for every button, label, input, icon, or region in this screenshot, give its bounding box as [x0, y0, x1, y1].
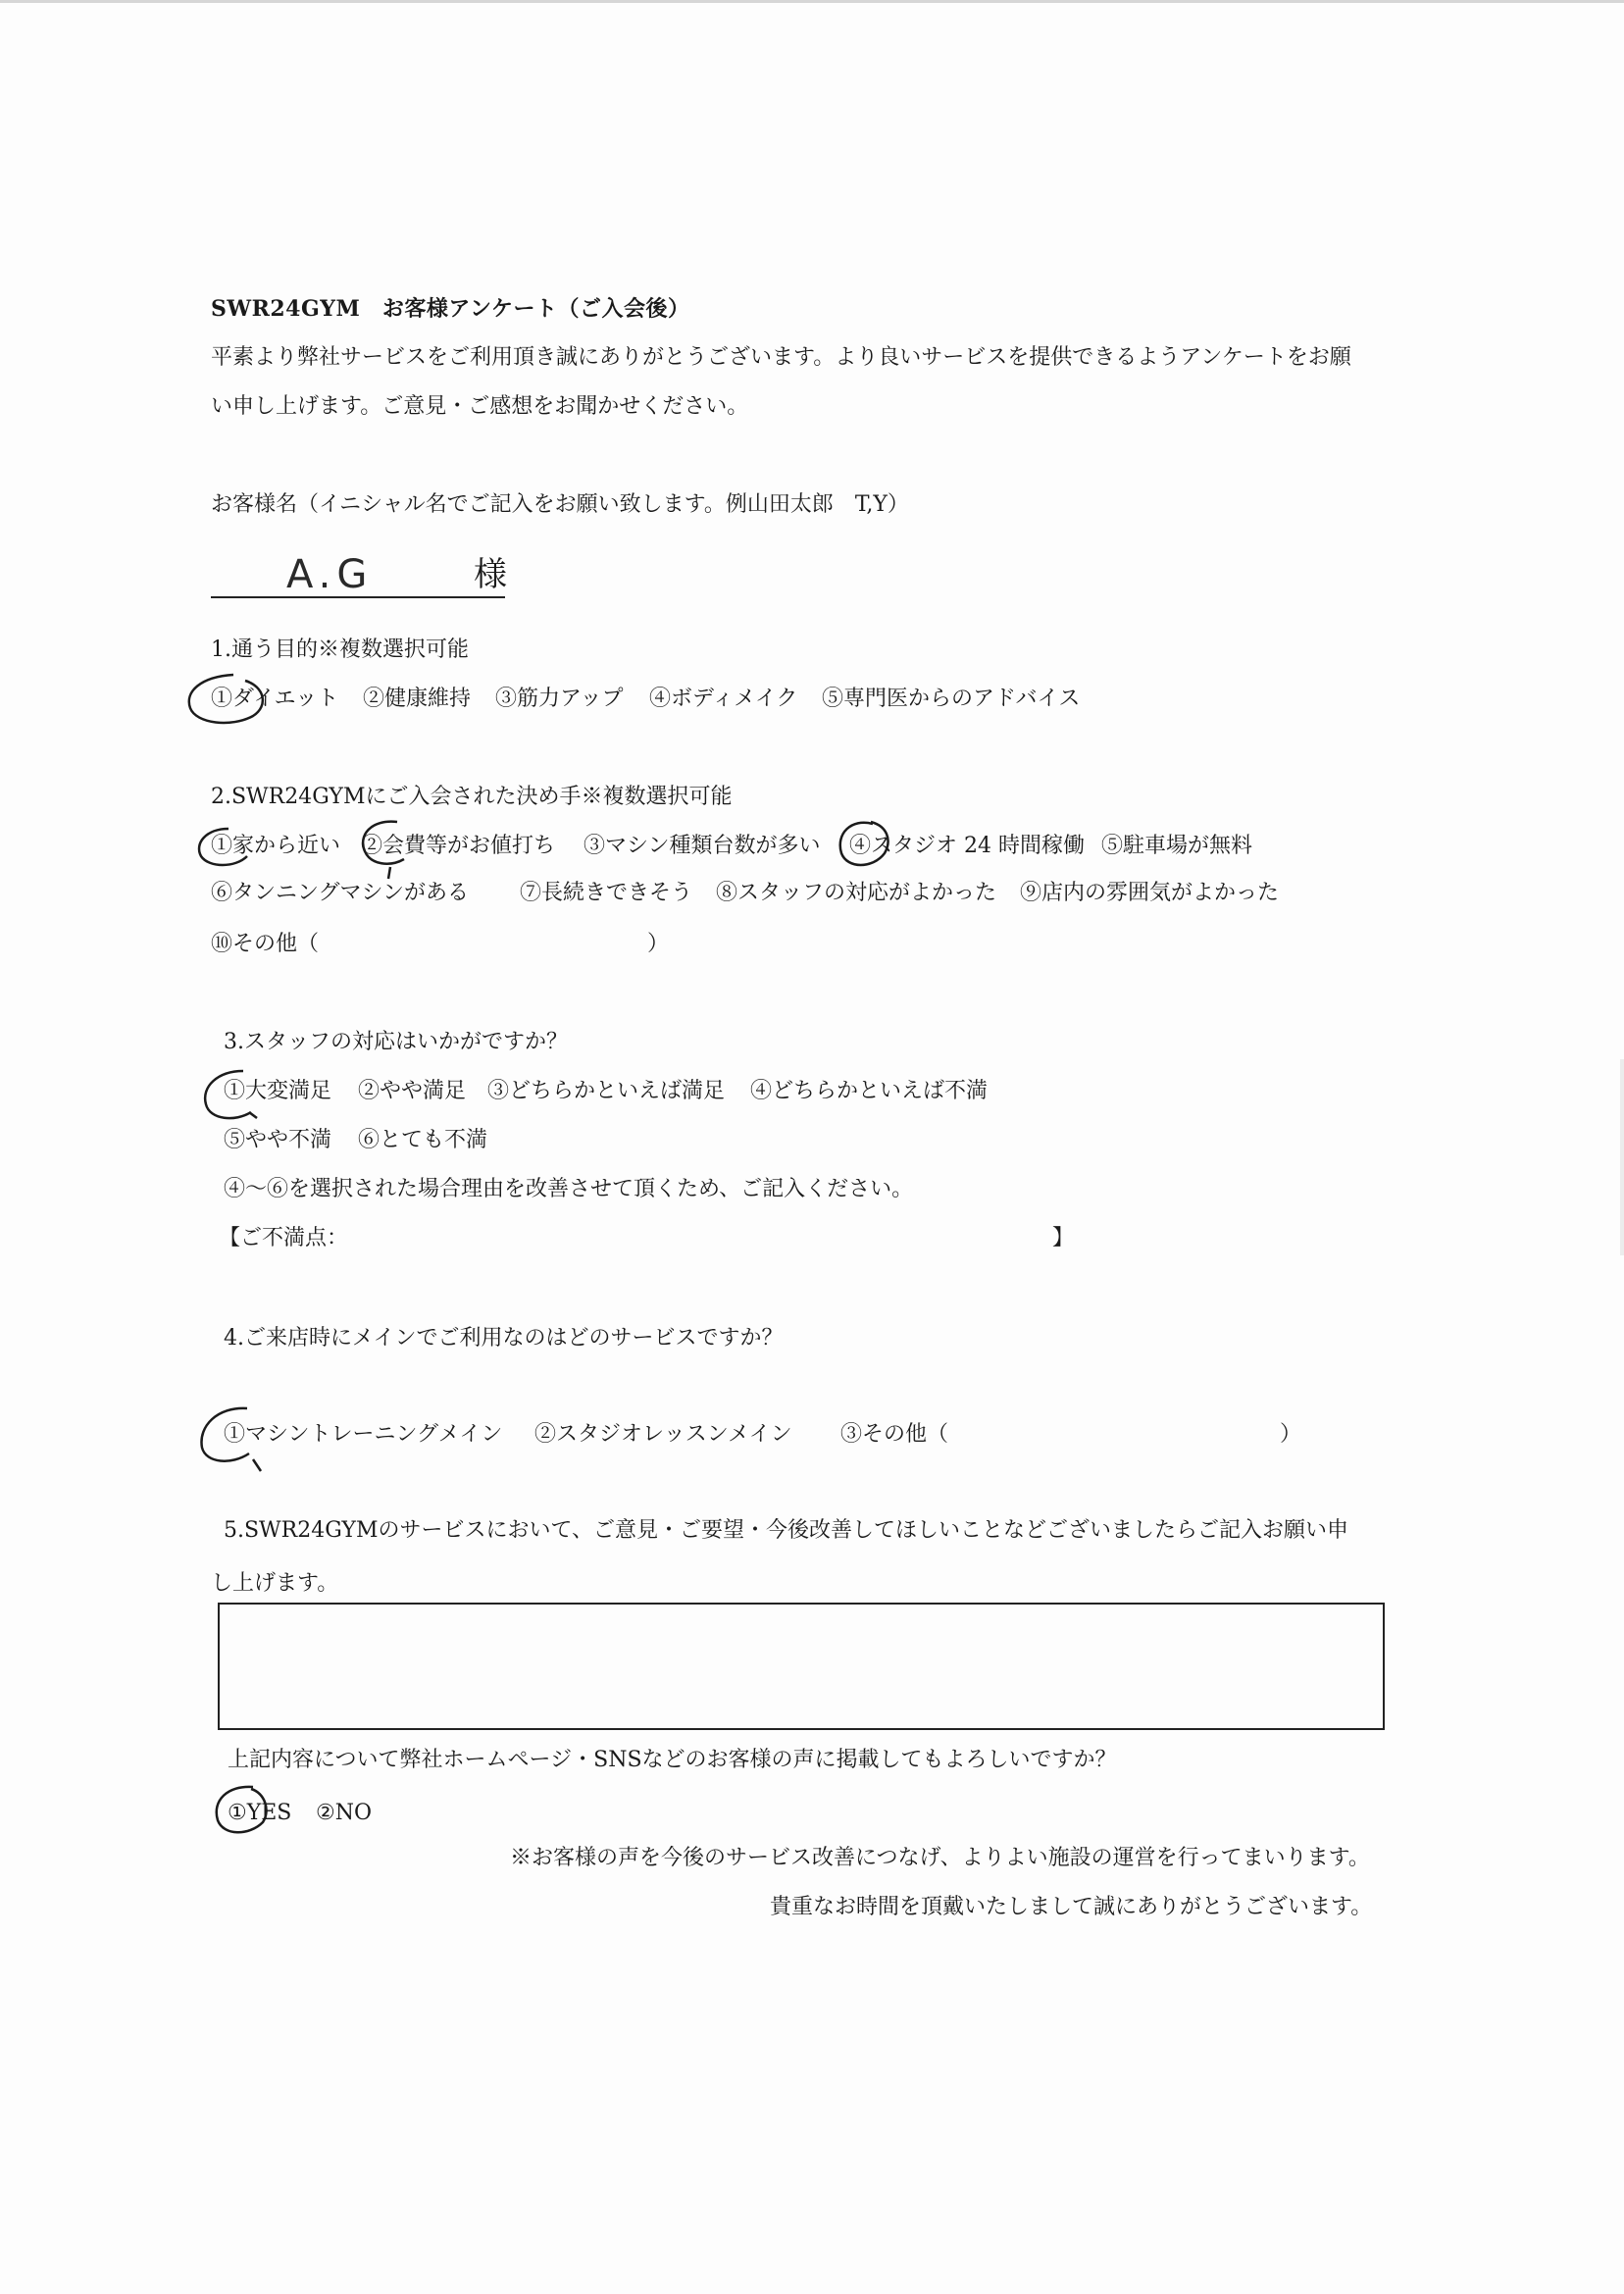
q4-option-2[interactable]: ②スタジオレッスンメイン — [534, 1422, 792, 1447]
scan-edge — [0, 0, 1624, 3]
publish-option-no[interactable]: ②NO — [316, 1801, 373, 1825]
q5-question-line-1: 5.SWR24GYMのサービスにおいて、ご意見・ご要望・今後改善してほしいことなどございましたらご記入お願い申 — [224, 1518, 1349, 1543]
q1-option-5[interactable]: ⑤専門医からのアドバイス — [822, 687, 1081, 711]
q1-option-3[interactable]: ③筋力アップ — [495, 687, 624, 711]
q3-option-4[interactable]: ④どちらかといえば不満 — [750, 1079, 989, 1103]
q3-option-3[interactable]: ③どちらかといえば満足 — [487, 1079, 726, 1103]
name-label: お客様名（イニシャル名でご記入をお願い致します。例山田太郎 T,Y） — [211, 492, 909, 517]
footer-line-1: ※お客様の声を今後のサービス改善につなげ、よりよい施設の運営を行ってまいります。 — [510, 1846, 1370, 1870]
q2-other-close: ） — [647, 932, 670, 956]
q4-question: 4.ご来店時にメインでご利用なのはどのサービスですか？ — [224, 1326, 784, 1351]
q2-option-10[interactable]: ⑩その他（ — [211, 932, 320, 956]
q2-option-4[interactable]: ④スタジオ 24 時間稼働 — [849, 834, 1085, 858]
publish-option-yes[interactable]: ①YES — [228, 1801, 292, 1825]
q3-complaint-label: 【ご不満点： — [219, 1226, 349, 1250]
q3-note: ④～⑥を選択された場合理由を改善させて頂くため、ご記入ください。 — [224, 1177, 914, 1201]
q4-option-1[interactable]: ①マシントレーニングメイン — [224, 1422, 503, 1447]
survey-title: SWR24GYM お客様アンケート（ご入会後） — [211, 296, 690, 322]
q2-option-8[interactable]: ⑧スタッフの対応がよかった — [716, 881, 997, 905]
q2-option-6[interactable]: ⑥タンニングマシンがある — [211, 881, 470, 905]
q1-question: 1.通う目的※複数選択可能 — [211, 637, 469, 662]
q3-option-5[interactable]: ⑤やや不満 — [224, 1128, 332, 1152]
q3-question: 3.スタッフの対応はいかがですか？ — [224, 1030, 568, 1054]
q2-option-1[interactable]: ①家から近い — [211, 834, 341, 858]
q1-option-2[interactable]: ②健康維持 — [363, 687, 472, 711]
q2-option-5[interactable]: ⑤駐車場が無料 — [1101, 834, 1253, 858]
q3-complaint-close: 】 — [1052, 1226, 1075, 1250]
intro-line-1: 平素より弊社サービスをご利用頂き誠にありがとうございます。より良いサービスを提供できるようアンケートをお願 — [211, 345, 1351, 370]
q2-option-7[interactable]: ⑦長続きできそう — [520, 881, 693, 905]
q4-option-3[interactable]: ③その他（ — [840, 1422, 949, 1447]
intro-line-2: い申し上げます。ご意見・ご感想をお聞かせください。 — [211, 394, 749, 419]
q2-option-9[interactable]: ⑨店内の雰囲気がよかった — [1020, 881, 1280, 905]
q3-option-1[interactable]: ①大変満足 — [224, 1079, 332, 1103]
footer-line-2: 貴重なお時間を頂戴いたしまして誠にありがとうございます。 — [770, 1895, 1373, 1919]
q3-option-6[interactable]: ⑥とても不満 — [358, 1128, 488, 1152]
name-value-handwritten: A.G — [286, 552, 374, 597]
name-suffix: 様 — [474, 555, 507, 594]
q3-option-2[interactable]: ②やや満足 — [358, 1079, 467, 1103]
q2-option-2[interactable]: ②会費等がお値打ち — [361, 834, 556, 858]
scan-shadow — [1620, 1059, 1624, 1255]
q4-other-close: ） — [1280, 1422, 1302, 1447]
publish-question: 上記内容について弊社ホームページ・SNSなどのお客様の声に掲載してもよろしいですか？ — [228, 1748, 1117, 1772]
q1-option-1[interactable]: ①ダイエット — [211, 687, 339, 711]
q5-question-line-2: し上げます。 — [211, 1571, 339, 1596]
q2-question: 2.SWR24GYMにご入会された決め手※複数選択可能 — [211, 785, 733, 809]
q2-option-3[interactable]: ③マシン種類台数が多い — [584, 834, 821, 858]
q5-comment-box[interactable] — [218, 1603, 1385, 1730]
name-underline — [211, 596, 505, 598]
q1-option-4[interactable]: ④ボディメイク — [649, 687, 798, 711]
